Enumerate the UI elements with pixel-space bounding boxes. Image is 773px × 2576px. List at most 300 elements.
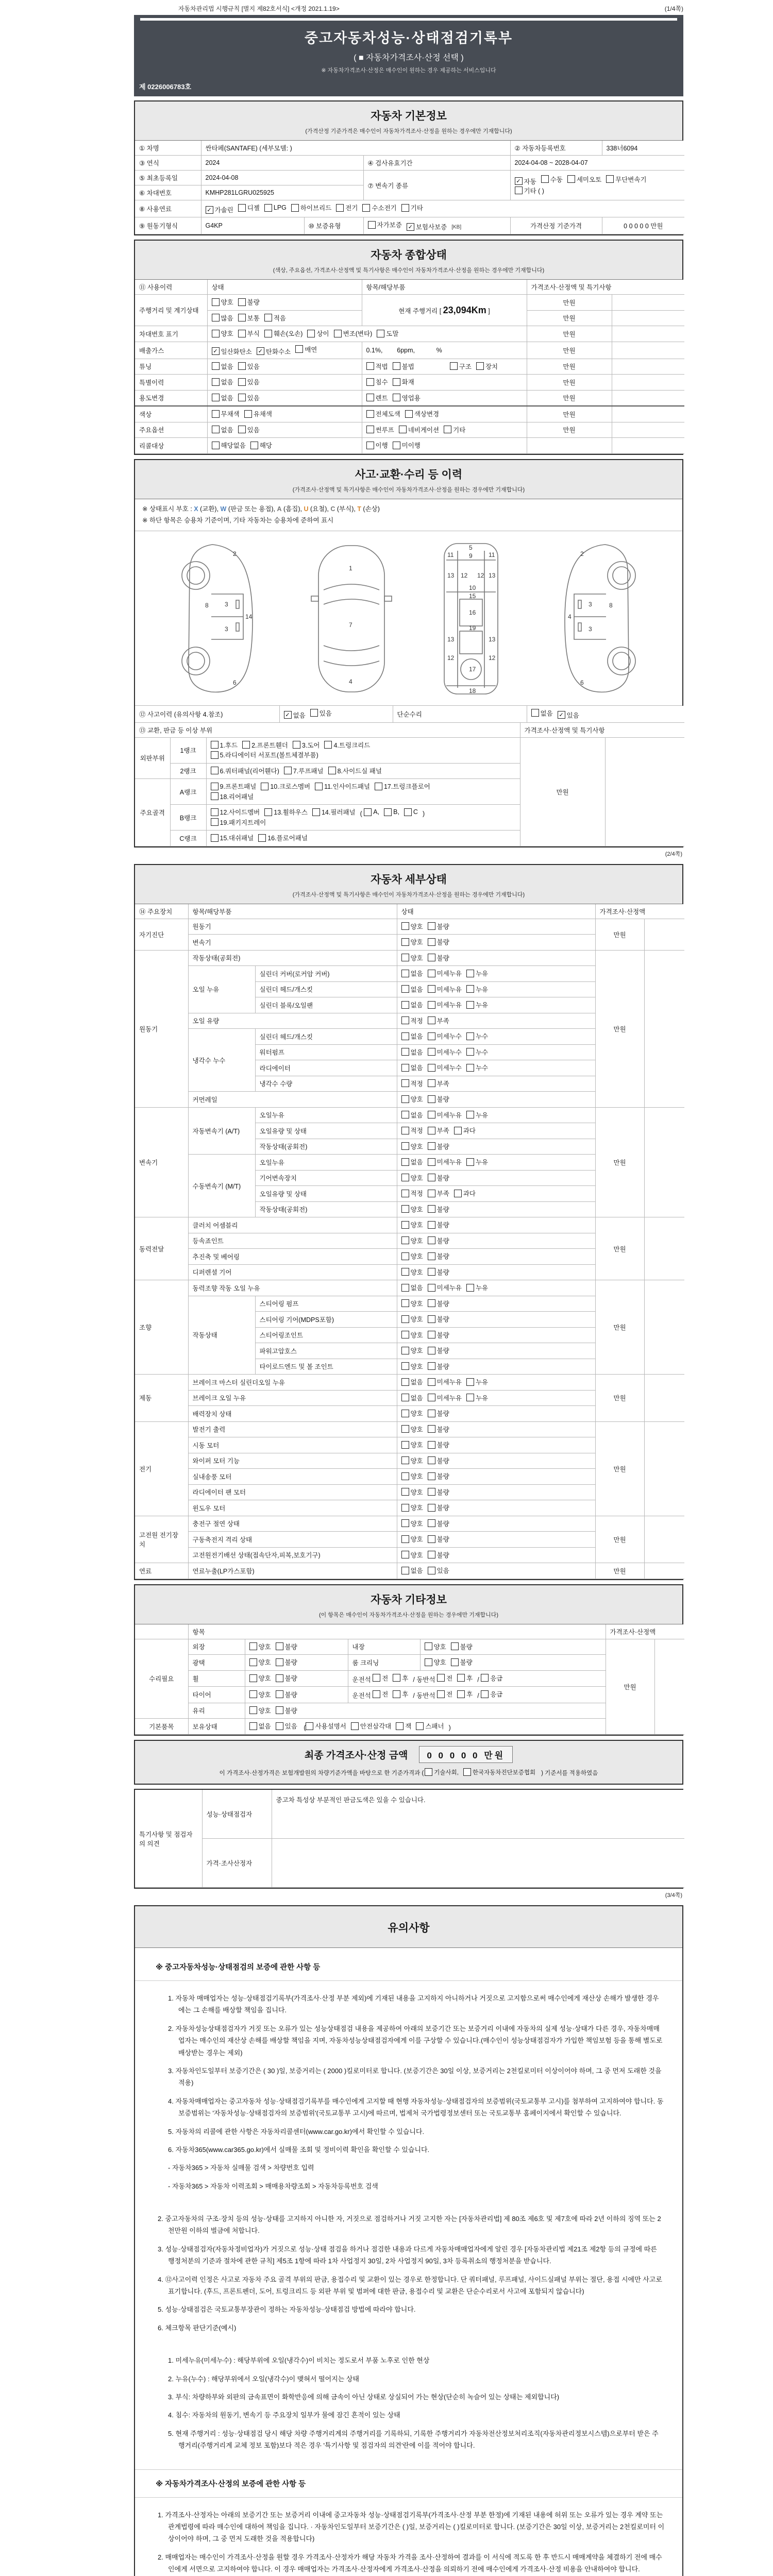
unchecked-checkbox-icon[interactable] xyxy=(211,767,219,774)
unchecked-checkbox-icon[interactable] xyxy=(428,1079,435,1087)
rankC-items xyxy=(206,831,520,846)
unchecked-checkbox-icon[interactable] xyxy=(276,1642,283,1650)
unchecked-checkbox-icon[interactable] xyxy=(466,1001,474,1009)
checked-checkbox-icon[interactable]: ✓ xyxy=(284,711,292,719)
unchecked-checkbox-icon[interactable] xyxy=(401,1567,409,1574)
unchecked-checkbox-icon[interactable] xyxy=(401,1504,409,1512)
unchecked-checkbox-icon[interactable] xyxy=(401,1095,409,1103)
unchecked-checkbox-icon[interactable] xyxy=(373,1690,380,1698)
interior-label: 내장 xyxy=(348,1639,420,1655)
unchecked-checkbox-icon[interactable] xyxy=(466,1032,474,1040)
unchecked-checkbox-icon[interactable] xyxy=(401,954,409,961)
checkbox-label: 불량 xyxy=(247,299,260,306)
unchecked-checkbox-icon[interactable] xyxy=(428,1236,435,1244)
unchecked-checkbox-icon[interactable] xyxy=(276,1722,283,1730)
unchecked-checkbox-icon[interactable] xyxy=(425,1658,432,1666)
unchecked-checkbox-icon[interactable] xyxy=(401,1205,409,1213)
unchecked-checkbox-icon[interactable] xyxy=(336,204,344,212)
etc-corner xyxy=(135,1624,188,1639)
unchecked-checkbox-icon[interactable] xyxy=(401,1315,409,1323)
remark-cell[interactable] xyxy=(612,438,684,454)
unchecked-checkbox-icon[interactable] xyxy=(466,970,474,977)
unchecked-checkbox-icon[interactable] xyxy=(401,1032,409,1040)
unchecked-checkbox-icon[interactable] xyxy=(393,1690,400,1698)
unchecked-checkbox-icon[interactable] xyxy=(401,1174,409,1181)
unchecked-checkbox-icon[interactable] xyxy=(401,970,409,977)
unchecked-checkbox-icon[interactable] xyxy=(401,1048,409,1056)
unchecked-checkbox-icon[interactable] xyxy=(212,410,220,418)
remark-cell[interactable] xyxy=(644,1563,684,1579)
unchecked-checkbox-icon[interactable] xyxy=(373,1674,380,1682)
unchecked-checkbox-icon[interactable] xyxy=(515,187,523,194)
unchecked-checkbox-icon[interactable] xyxy=(375,783,382,790)
svg-text:13: 13 xyxy=(447,571,455,579)
remark-cell[interactable] xyxy=(654,1639,684,1734)
remark-cell[interactable] xyxy=(612,390,684,406)
unchecked-checkbox-icon[interactable] xyxy=(428,1425,435,1433)
unchecked-checkbox-icon[interactable] xyxy=(401,1425,409,1433)
unchecked-checkbox-icon[interactable] xyxy=(401,922,409,930)
unchecked-checkbox-icon[interactable] xyxy=(428,1347,435,1354)
remark-cell[interactable] xyxy=(644,950,684,1107)
unchecked-checkbox-icon[interactable] xyxy=(211,834,219,842)
checked-checkbox-icon[interactable]: ✓ xyxy=(558,711,565,719)
unchecked-checkbox-icon[interactable] xyxy=(291,204,299,212)
remark-cell[interactable] xyxy=(612,310,684,326)
checkbox-option xyxy=(401,1503,423,1512)
checkbox-label: 있음 xyxy=(566,711,579,719)
unchecked-checkbox-icon[interactable] xyxy=(481,1674,489,1682)
unchecked-checkbox-icon[interactable] xyxy=(428,1268,435,1276)
emission-label: 배출가스 xyxy=(135,342,207,359)
unchecked-checkbox-icon[interactable] xyxy=(450,362,458,370)
checkbox-option xyxy=(401,1220,423,1229)
remark-cell[interactable] xyxy=(612,406,684,422)
checkbox-label: 2.프론트휀더 xyxy=(251,741,288,749)
checkbox-option xyxy=(466,1377,488,1386)
unchecked-checkbox-icon[interactable] xyxy=(428,1221,435,1229)
unchecked-checkbox-icon[interactable] xyxy=(364,808,372,816)
unchecked-checkbox-icon[interactable] xyxy=(428,1158,435,1166)
appraiser-opinion[interactable] xyxy=(272,1839,684,1888)
unchecked-checkbox-icon[interactable] xyxy=(451,1642,459,1650)
car-diagram-underbody[interactable] xyxy=(417,538,520,698)
unchecked-checkbox-icon[interactable] xyxy=(393,1674,400,1682)
unchecked-checkbox-icon[interactable] xyxy=(457,1690,465,1698)
unchecked-checkbox-icon[interactable] xyxy=(401,1142,409,1150)
legend-part: (판금 또는 용접), xyxy=(226,505,277,513)
unchecked-checkbox-icon[interactable] xyxy=(244,410,252,418)
unchecked-checkbox-icon[interactable] xyxy=(428,1142,435,1150)
unchecked-checkbox-icon[interactable] xyxy=(466,1158,474,1166)
checkbox-label: 없음 xyxy=(410,1048,423,1056)
checkbox-option xyxy=(276,1657,297,1667)
fuel-group-label: 연료 xyxy=(135,1563,188,1579)
unchecked-checkbox-icon[interactable] xyxy=(368,221,376,229)
etc-col-item: 항목 xyxy=(188,1624,606,1639)
unchecked-checkbox-icon[interactable] xyxy=(401,1441,409,1449)
unchecked-checkbox-icon[interactable] xyxy=(212,330,220,337)
unchecked-checkbox-icon[interactable] xyxy=(295,345,303,353)
unchecked-checkbox-icon[interactable] xyxy=(466,1284,474,1292)
vin-mark-label: 차대번호 표기 xyxy=(135,326,207,342)
unchecked-checkbox-icon[interactable] xyxy=(276,1674,283,1682)
unchecked-checkbox-icon[interactable] xyxy=(393,442,400,449)
checkbox-label: 부족 xyxy=(436,1127,449,1134)
unchecked-checkbox-icon[interactable] xyxy=(401,1347,409,1354)
unchecked-checkbox-icon[interactable] xyxy=(425,1642,432,1650)
unchecked-checkbox-icon[interactable] xyxy=(401,1064,409,1072)
unchecked-checkbox-icon[interactable] xyxy=(401,1284,409,1292)
checkbox-label: 17.트렁크플로어 xyxy=(383,783,430,790)
unchecked-checkbox-icon[interactable] xyxy=(428,1551,435,1558)
unchecked-checkbox-icon[interactable] xyxy=(324,741,332,749)
unchecked-checkbox-icon[interactable] xyxy=(428,1441,435,1449)
unchecked-checkbox-icon[interactable] xyxy=(416,1722,424,1730)
unchecked-checkbox-icon[interactable] xyxy=(428,1205,435,1213)
checkbox-option xyxy=(466,1047,488,1057)
unchecked-checkbox-icon[interactable] xyxy=(249,1706,257,1714)
unchecked-checkbox-icon[interactable] xyxy=(250,442,258,449)
unchecked-checkbox-icon[interactable] xyxy=(476,362,484,370)
unchecked-checkbox-icon[interactable] xyxy=(401,1472,409,1480)
remark-cell[interactable] xyxy=(644,1107,684,1217)
checkbox-label: 수소전기 xyxy=(372,205,397,212)
unchecked-checkbox-icon[interactable] xyxy=(428,1111,435,1118)
notice-item: 3. 성능·상태점검자(자동차정비업자)가 거짓으로 성능·상태 점검을 하거나 점검한 내용과 다르게 자동차매매업자에게 알린 경우 [자동차관리법 제21조 제2항 등의 규정에 따른 행정처분의 기준과 절차에 관한 규칙] 제5조 1항에 따라 1차 사업정지 30일, 2차 사업정지 90일, 3차 등록취소의 행정처분을 받습니다. xyxy=(158,2245,657,2265)
unchecked-checkbox-icon[interactable] xyxy=(428,1410,435,1417)
checkbox-option xyxy=(454,1189,476,1198)
checkbox-option xyxy=(428,1566,449,1575)
unchecked-checkbox-icon[interactable] xyxy=(428,1567,435,1574)
unchecked-checkbox-icon[interactable] xyxy=(401,204,409,212)
unchecked-checkbox-icon[interactable] xyxy=(428,1252,435,1260)
checked-checkbox-icon[interactable]: ✓ xyxy=(257,347,264,355)
remark-cell[interactable] xyxy=(644,1375,684,1422)
checkbox-option xyxy=(401,1471,423,1481)
unchecked-checkbox-icon[interactable] xyxy=(466,1394,474,1401)
unchecked-checkbox-icon[interactable] xyxy=(428,1016,435,1024)
unchecked-checkbox-icon[interactable] xyxy=(401,1299,409,1307)
unchecked-checkbox-icon[interactable] xyxy=(211,818,219,826)
unchecked-checkbox-icon[interactable] xyxy=(428,1299,435,1307)
unchecked-checkbox-icon[interactable] xyxy=(428,1378,435,1386)
unchecked-checkbox-icon[interactable] xyxy=(401,1016,409,1024)
unchecked-checkbox-icon[interactable] xyxy=(401,1079,409,1087)
unchecked-checkbox-icon[interactable] xyxy=(212,314,220,321)
col-device: ⑭ 주요장치 xyxy=(135,904,188,919)
unchecked-checkbox-icon[interactable] xyxy=(211,741,219,749)
checked-checkbox-icon[interactable]: ✓ xyxy=(206,206,213,214)
remark-cell[interactable] xyxy=(612,422,684,438)
unchecked-checkbox-icon[interactable] xyxy=(307,330,315,337)
unchecked-checkbox-icon[interactable] xyxy=(401,1252,409,1260)
unchecked-checkbox-icon[interactable] xyxy=(212,426,220,433)
unchecked-checkbox-icon[interactable] xyxy=(264,314,272,321)
unchecked-checkbox-icon[interactable] xyxy=(212,362,220,370)
steering-status xyxy=(397,1359,595,1375)
unchecked-checkbox-icon[interactable] xyxy=(466,1378,474,1386)
unchecked-checkbox-icon[interactable] xyxy=(401,1362,409,1370)
unchecked-checkbox-icon[interactable] xyxy=(466,1111,474,1118)
unchecked-checkbox-icon[interactable] xyxy=(428,1315,435,1323)
checkbox-option xyxy=(451,1657,473,1667)
unchecked-checkbox-icon[interactable] xyxy=(428,1394,435,1401)
unchecked-checkbox-icon[interactable] xyxy=(312,808,320,816)
unchecked-checkbox-icon[interactable] xyxy=(428,1048,435,1056)
option-status xyxy=(207,422,362,438)
unchecked-checkbox-icon[interactable] xyxy=(238,298,246,306)
unchecked-checkbox-icon[interactable] xyxy=(328,767,336,774)
glass-label: 유리 xyxy=(188,1703,245,1719)
unchecked-checkbox-icon[interactable] xyxy=(401,1158,409,1166)
unchecked-checkbox-icon[interactable] xyxy=(315,783,323,790)
notice-sub6-list xyxy=(135,2343,682,2461)
unchecked-checkbox-icon[interactable] xyxy=(428,1504,435,1512)
unchecked-checkbox-icon[interactable] xyxy=(401,1410,409,1417)
unchecked-checkbox-icon[interactable] xyxy=(428,1284,435,1292)
unchecked-checkbox-icon[interactable] xyxy=(428,1064,435,1072)
checkbox-option xyxy=(393,362,414,371)
remark-cell[interactable] xyxy=(612,295,684,311)
checkbox-label: 누수 xyxy=(475,1048,489,1056)
unchecked-checkbox-icon[interactable] xyxy=(238,378,246,386)
unchecked-checkbox-icon[interactable] xyxy=(393,394,400,401)
unchecked-checkbox-icon[interactable] xyxy=(362,204,370,212)
unchecked-checkbox-icon[interactable] xyxy=(401,938,409,946)
unchecked-checkbox-icon[interactable] xyxy=(396,1722,404,1730)
unchecked-checkbox-icon[interactable] xyxy=(428,922,435,930)
unchecked-checkbox-icon[interactable] xyxy=(401,1268,409,1276)
unchecked-checkbox-icon[interactable] xyxy=(457,1674,465,1682)
unchecked-checkbox-icon[interactable] xyxy=(238,394,246,401)
unchecked-checkbox-icon[interactable] xyxy=(212,378,220,386)
checked-checkbox-icon[interactable]: ✓ xyxy=(212,347,220,355)
unchecked-checkbox-icon[interactable] xyxy=(428,1127,435,1134)
remark-cell[interactable] xyxy=(612,359,684,375)
unchecked-checkbox-icon[interactable] xyxy=(428,1001,435,1009)
unchecked-checkbox-icon[interactable] xyxy=(238,204,246,212)
unchecked-checkbox-icon[interactable] xyxy=(401,1488,409,1496)
unchecked-checkbox-icon[interactable] xyxy=(366,394,374,401)
unchecked-checkbox-icon[interactable] xyxy=(401,1236,409,1244)
checkbox-label: 없음 xyxy=(410,1002,423,1009)
unchecked-checkbox-icon[interactable] xyxy=(258,834,266,842)
unchecked-checkbox-icon[interactable] xyxy=(428,1190,435,1197)
unchecked-checkbox-icon[interactable] xyxy=(249,1722,257,1730)
unchecked-checkbox-icon[interactable] xyxy=(428,1472,435,1480)
unchecked-checkbox-icon[interactable] xyxy=(428,1362,435,1370)
unchecked-checkbox-icon[interactable] xyxy=(211,783,219,790)
unchecked-checkbox-icon[interactable] xyxy=(428,1519,435,1527)
remark-cell[interactable] xyxy=(612,342,684,359)
remark-cell[interactable] xyxy=(644,1516,684,1563)
checkbox-label: 4.트렁크리드 xyxy=(333,741,371,749)
unchecked-checkbox-icon[interactable] xyxy=(428,1456,435,1464)
unchecked-checkbox-icon[interactable] xyxy=(405,410,413,418)
unchecked-checkbox-icon[interactable] xyxy=(366,426,374,433)
unchecked-checkbox-icon[interactable] xyxy=(401,1111,409,1118)
unchecked-checkbox-icon[interactable] xyxy=(393,378,400,386)
unchecked-checkbox-icon[interactable] xyxy=(238,362,246,370)
unchecked-checkbox-icon[interactable] xyxy=(428,1535,435,1543)
unchecked-checkbox-icon[interactable] xyxy=(212,442,220,449)
unchecked-checkbox-icon[interactable] xyxy=(334,330,342,337)
form-reference: 자동차관리법 시행규칙 [별지 제82호서식] <개정 2021.1.19> xyxy=(178,5,340,12)
car-diagram-right-side[interactable] xyxy=(538,538,646,698)
unchecked-checkbox-icon[interactable] xyxy=(567,175,575,183)
unchecked-checkbox-icon[interactable] xyxy=(401,1519,409,1527)
remark-cell[interactable] xyxy=(612,375,684,391)
unchecked-checkbox-icon[interactable] xyxy=(428,1331,435,1338)
unchecked-checkbox-icon[interactable] xyxy=(238,314,246,321)
unchecked-checkbox-icon[interactable] xyxy=(466,985,474,993)
unchecked-checkbox-icon[interactable] xyxy=(366,410,374,418)
checkbox-option xyxy=(264,807,308,817)
unchecked-checkbox-icon[interactable] xyxy=(401,1331,409,1338)
remark-cell[interactable] xyxy=(644,919,684,950)
accident-note: (가격조사·산정액 및 특기사항은 매수인이 자동차가격조사·산정을 원하는 경우에만 기재합니다) xyxy=(292,486,525,493)
remark-cell[interactable] xyxy=(612,326,684,342)
unchecked-checkbox-icon[interactable] xyxy=(211,792,219,800)
unchecked-checkbox-icon[interactable] xyxy=(428,1488,435,1496)
unchecked-checkbox-icon[interactable] xyxy=(351,1722,359,1730)
unchecked-checkbox-icon[interactable] xyxy=(401,1190,409,1197)
checked-checkbox-icon[interactable]: ✓ xyxy=(515,177,523,185)
remark-cell[interactable] xyxy=(644,1217,684,1280)
unchecked-checkbox-icon[interactable] xyxy=(454,1190,462,1197)
unchecked-checkbox-icon[interactable] xyxy=(531,709,539,717)
checkbox-option xyxy=(401,1157,423,1166)
color-item xyxy=(362,406,527,422)
notice-main-list xyxy=(135,2201,682,2343)
unchecked-checkbox-icon[interactable] xyxy=(401,1551,409,1558)
inspector-label: 성능·상태점검자 xyxy=(202,1790,272,1839)
unchecked-checkbox-icon[interactable] xyxy=(276,1706,283,1714)
unchecked-checkbox-icon[interactable] xyxy=(444,426,451,433)
unchecked-checkbox-icon[interactable] xyxy=(212,394,220,401)
unchecked-checkbox-icon[interactable] xyxy=(428,938,435,946)
recall-status xyxy=(207,438,362,454)
unchecked-checkbox-icon[interactable] xyxy=(466,1064,474,1072)
unchecked-checkbox-icon[interactable] xyxy=(276,1658,283,1666)
unchecked-checkbox-icon[interactable] xyxy=(428,1032,435,1040)
checkbox-option xyxy=(428,1471,449,1481)
unchecked-checkbox-icon[interactable] xyxy=(306,1722,313,1730)
unchecked-checkbox-icon[interactable] xyxy=(284,767,292,774)
remark-cell[interactable] xyxy=(644,1280,684,1375)
unchecked-checkbox-icon[interactable] xyxy=(249,1690,257,1698)
unchecked-checkbox-icon[interactable] xyxy=(401,1001,409,1009)
unchecked-checkbox-icon[interactable] xyxy=(451,1658,459,1666)
unchecked-checkbox-icon[interactable] xyxy=(393,362,400,370)
checkbox-option xyxy=(428,1409,449,1418)
unchecked-checkbox-icon[interactable] xyxy=(293,741,300,749)
unchecked-checkbox-icon[interactable] xyxy=(249,1658,257,1666)
unchecked-checkbox-icon[interactable] xyxy=(401,1221,409,1229)
unchecked-checkbox-icon[interactable] xyxy=(264,204,272,212)
rank-remark-cell[interactable] xyxy=(605,737,684,846)
unchecked-checkbox-icon[interactable] xyxy=(401,1535,409,1543)
checkbox-option xyxy=(211,807,260,817)
section-remarks xyxy=(134,1789,683,1889)
checkbox-label: 적정 xyxy=(410,1190,423,1197)
unchecked-checkbox-icon[interactable] xyxy=(425,1768,432,1776)
checked-checkbox-icon[interactable]: ✓ xyxy=(407,223,414,231)
svg-text:3: 3 xyxy=(589,600,592,608)
basic-info-header xyxy=(135,101,682,141)
unchecked-checkbox-icon[interactable] xyxy=(366,362,374,370)
unchecked-checkbox-icon[interactable] xyxy=(384,808,392,816)
checkbox-label: 누유 xyxy=(475,1111,489,1119)
unchecked-checkbox-icon[interactable] xyxy=(264,330,272,337)
unchecked-checkbox-icon[interactable] xyxy=(463,1768,471,1776)
unchecked-checkbox-icon[interactable] xyxy=(366,378,374,386)
unchecked-checkbox-icon[interactable] xyxy=(401,1127,409,1134)
unchecked-checkbox-icon[interactable] xyxy=(541,175,549,183)
svg-text:15: 15 xyxy=(469,592,476,600)
checkbox-option xyxy=(401,1487,423,1497)
unchecked-checkbox-icon[interactable] xyxy=(399,426,407,433)
remark-cell[interactable] xyxy=(644,1421,684,1516)
checkbox-label: 일산화탄소 xyxy=(221,348,252,355)
car-diagram-top[interactable] xyxy=(297,538,400,698)
unchecked-checkbox-icon[interactable] xyxy=(249,1642,257,1650)
unchecked-checkbox-icon[interactable] xyxy=(437,1674,445,1682)
checkbox-label: 양호 xyxy=(410,1143,423,1150)
unchecked-checkbox-icon[interactable] xyxy=(404,808,412,816)
unchecked-checkbox-icon[interactable] xyxy=(428,970,435,977)
unchecked-checkbox-icon[interactable] xyxy=(366,442,374,449)
unchecked-checkbox-icon[interactable] xyxy=(401,1378,409,1386)
checkbox-label: 양호 xyxy=(258,1707,271,1715)
unchecked-checkbox-icon[interactable] xyxy=(606,175,614,183)
price-cell: 만원 xyxy=(527,406,612,422)
rankB-label: B랭크 xyxy=(170,805,206,831)
checkbox-label: 양호 xyxy=(410,1363,423,1370)
remarks-label: 특기사항 및 점검자의 의견 xyxy=(135,1790,202,1888)
unchecked-checkbox-icon[interactable] xyxy=(242,741,250,749)
checkbox-label: 10.크로스멤버 xyxy=(270,783,311,790)
emission-values: 0.1%, 6ppm, % xyxy=(362,342,527,359)
unchecked-checkbox-icon[interactable] xyxy=(238,330,246,337)
unchecked-checkbox-icon[interactable] xyxy=(249,1674,257,1682)
unchecked-checkbox-icon[interactable] xyxy=(481,1690,489,1698)
unchecked-checkbox-icon[interactable] xyxy=(261,783,268,790)
unchecked-checkbox-icon[interactable] xyxy=(377,330,384,337)
unchecked-checkbox-icon[interactable] xyxy=(238,426,246,433)
unchecked-checkbox-icon[interactable] xyxy=(211,808,219,816)
etc-note: (이 항목은 매수인이 자동차가격조사·산정을 원하는 경우에만 기재합니다) xyxy=(318,1612,499,1618)
unchecked-checkbox-icon[interactable] xyxy=(428,1095,435,1103)
unchecked-checkbox-icon[interactable] xyxy=(454,1127,462,1134)
unchecked-checkbox-icon[interactable] xyxy=(466,1048,474,1056)
unchecked-checkbox-icon[interactable] xyxy=(211,751,219,759)
unchecked-checkbox-icon[interactable] xyxy=(428,954,435,961)
tire-positions: 운전석 전 후 / 동반석 전 후 / 응급 xyxy=(348,1687,606,1703)
unchecked-checkbox-icon[interactable] xyxy=(264,808,272,816)
car-diagram-left-side[interactable] xyxy=(171,538,279,698)
unchecked-checkbox-icon[interactable] xyxy=(310,709,318,717)
unchecked-checkbox-icon[interactable] xyxy=(401,1456,409,1464)
unchecked-checkbox-icon[interactable] xyxy=(428,1174,435,1181)
unchecked-checkbox-icon[interactable] xyxy=(401,985,409,993)
unchecked-checkbox-icon[interactable] xyxy=(401,1394,409,1401)
unchecked-checkbox-icon[interactable] xyxy=(428,985,435,993)
unchecked-checkbox-icon[interactable] xyxy=(212,298,220,306)
unchecked-checkbox-icon[interactable] xyxy=(437,1690,445,1698)
unchecked-checkbox-icon[interactable] xyxy=(276,1690,283,1698)
